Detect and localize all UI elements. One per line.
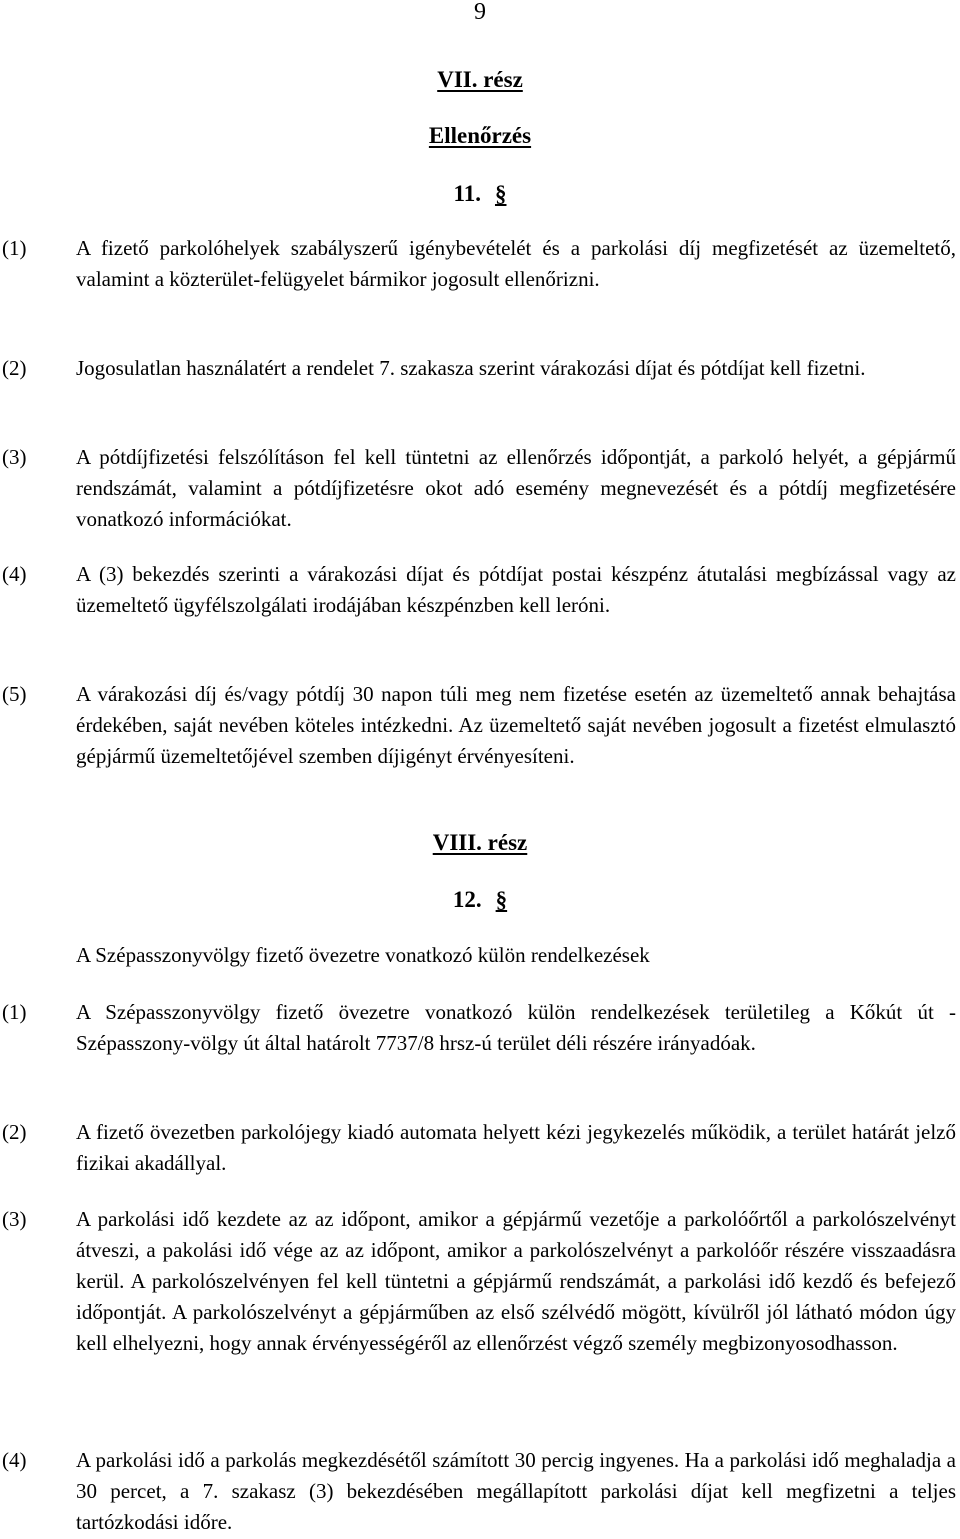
paragraph-text: A parkolási idő a parkolás megkezdésétől számított 30 percig ingyenes. Ha a parkolási idő meghaladja a 30 percet, a 7. szakasz (3) bekezdésében megállapított parkolási díjat kell megfizetni a teljes tartózkodási időre. — [76, 1448, 956, 1534]
paragraph-text: A várakozási díj és/vagy pótdíj 30 napon túli meg nem fizetése esetén az üzemeltető annak behajtása érdekében, saját nevében köteles intézkedni. Az üzemeltető saját nevében jogosult a fizetést elmulasztó gépjármű üzemeltetőjével szemben díjigényt érvényesíteni. — [76, 682, 956, 768]
paragraph-number: (3) — [2, 1207, 27, 1231]
section-11-heading — [0, 180, 960, 208]
part-7-subtitle: Ellenőrzés — [428, 123, 532, 148]
section-number: 11. — [453, 181, 481, 206]
paragraph-number: (3) — [2, 445, 27, 469]
paragraph-text: A pótdíjfizetési felszólításon fel kell tüntetni az ellenőrzés időpontját, a parkoló helyét, a gépjármű rendszámát, valamint a pótdíjfizetésre okot adó esemény megnevezését és a pótdíj megfizetésére vonatkozó információkat. — [76, 445, 956, 531]
paragraph-text: A (3) bekezdés szerinti a várakozási díjat és pótdíjat postai készpénz átutalási megbízással vagy az üzemeltető ügyfélszolgálati irodájában készpénzben kell leróni. — [76, 562, 956, 617]
paragraph-number: (5) — [2, 682, 27, 706]
part-7-title: VII. rész — [437, 67, 523, 92]
paragraph-number: (2) — [2, 1120, 27, 1144]
paragraph-text: A fizető övezetben parkolójegy kiadó automata helyett kézi jegykezelés működik, a terület határát jelző fizikai akadállyal. — [76, 1120, 956, 1175]
paragraph-text: Jogosulatlan használatért a rendelet 7. szakasza szerint várakozási díjat és pótdíjat kell fizetni. — [76, 356, 866, 380]
paragraph-number: (2) — [2, 356, 27, 380]
paragraph-text: A parkolási idő kezdete az az időpont, amikor a gépjármű vezetője a parkolóőrtől a parkolószelvényt átveszi, a pakolási idő vége az az időpont, amikor a parkolószelvényt a parkolóőr részére visszaadásra kerül. A parkolószelvényen fel kell tüntetni a gépjármű rendszámát, a parkolási idő kezdő és befejező időpontját. A parkolószelvényt a gépjárműben az első szélvédő mögött, kívülről jól látható módon úgy kell elhelyezni, hogy annak érvényességéről az ellenőrzést végző személy megbizonyosodhasson. — [76, 1207, 956, 1355]
paragraph-number: (4) — [2, 1448, 27, 1472]
paragraph-text: A Szépasszonyvölgy fizető övezetre vonatkozó külön rendelkezések területileg a Kőkút út -Szépasszony-völgy út által határolt 7737/8 hrsz-ú terület déli részére irányadóak. — [76, 1000, 956, 1055]
part-8-subtitle: A Szépasszonyvölgy fizető övezetre vonatkozó külön rendelkezések — [76, 943, 650, 967]
page-number: 9 — [474, 0, 486, 25]
section-number: 12. — [452, 887, 482, 912]
paragraph-number: (1) — [2, 1000, 27, 1024]
paragraph-number: (1) — [2, 236, 27, 260]
section-sign: § — [494, 181, 507, 206]
section-12-heading — [0, 886, 960, 914]
paragraph-number: (4) — [2, 562, 27, 586]
paragraph-text: A fizető parkolóhelyek szabályszerű igénybevételét és a parkolási díj megfizetését az üzemeltető, valamint a közterület-felügyelet bármikor jogosult ellenőrizni. — [76, 236, 956, 291]
section-sign: § — [495, 887, 508, 912]
part-8-title: VIII. rész — [432, 830, 528, 855]
